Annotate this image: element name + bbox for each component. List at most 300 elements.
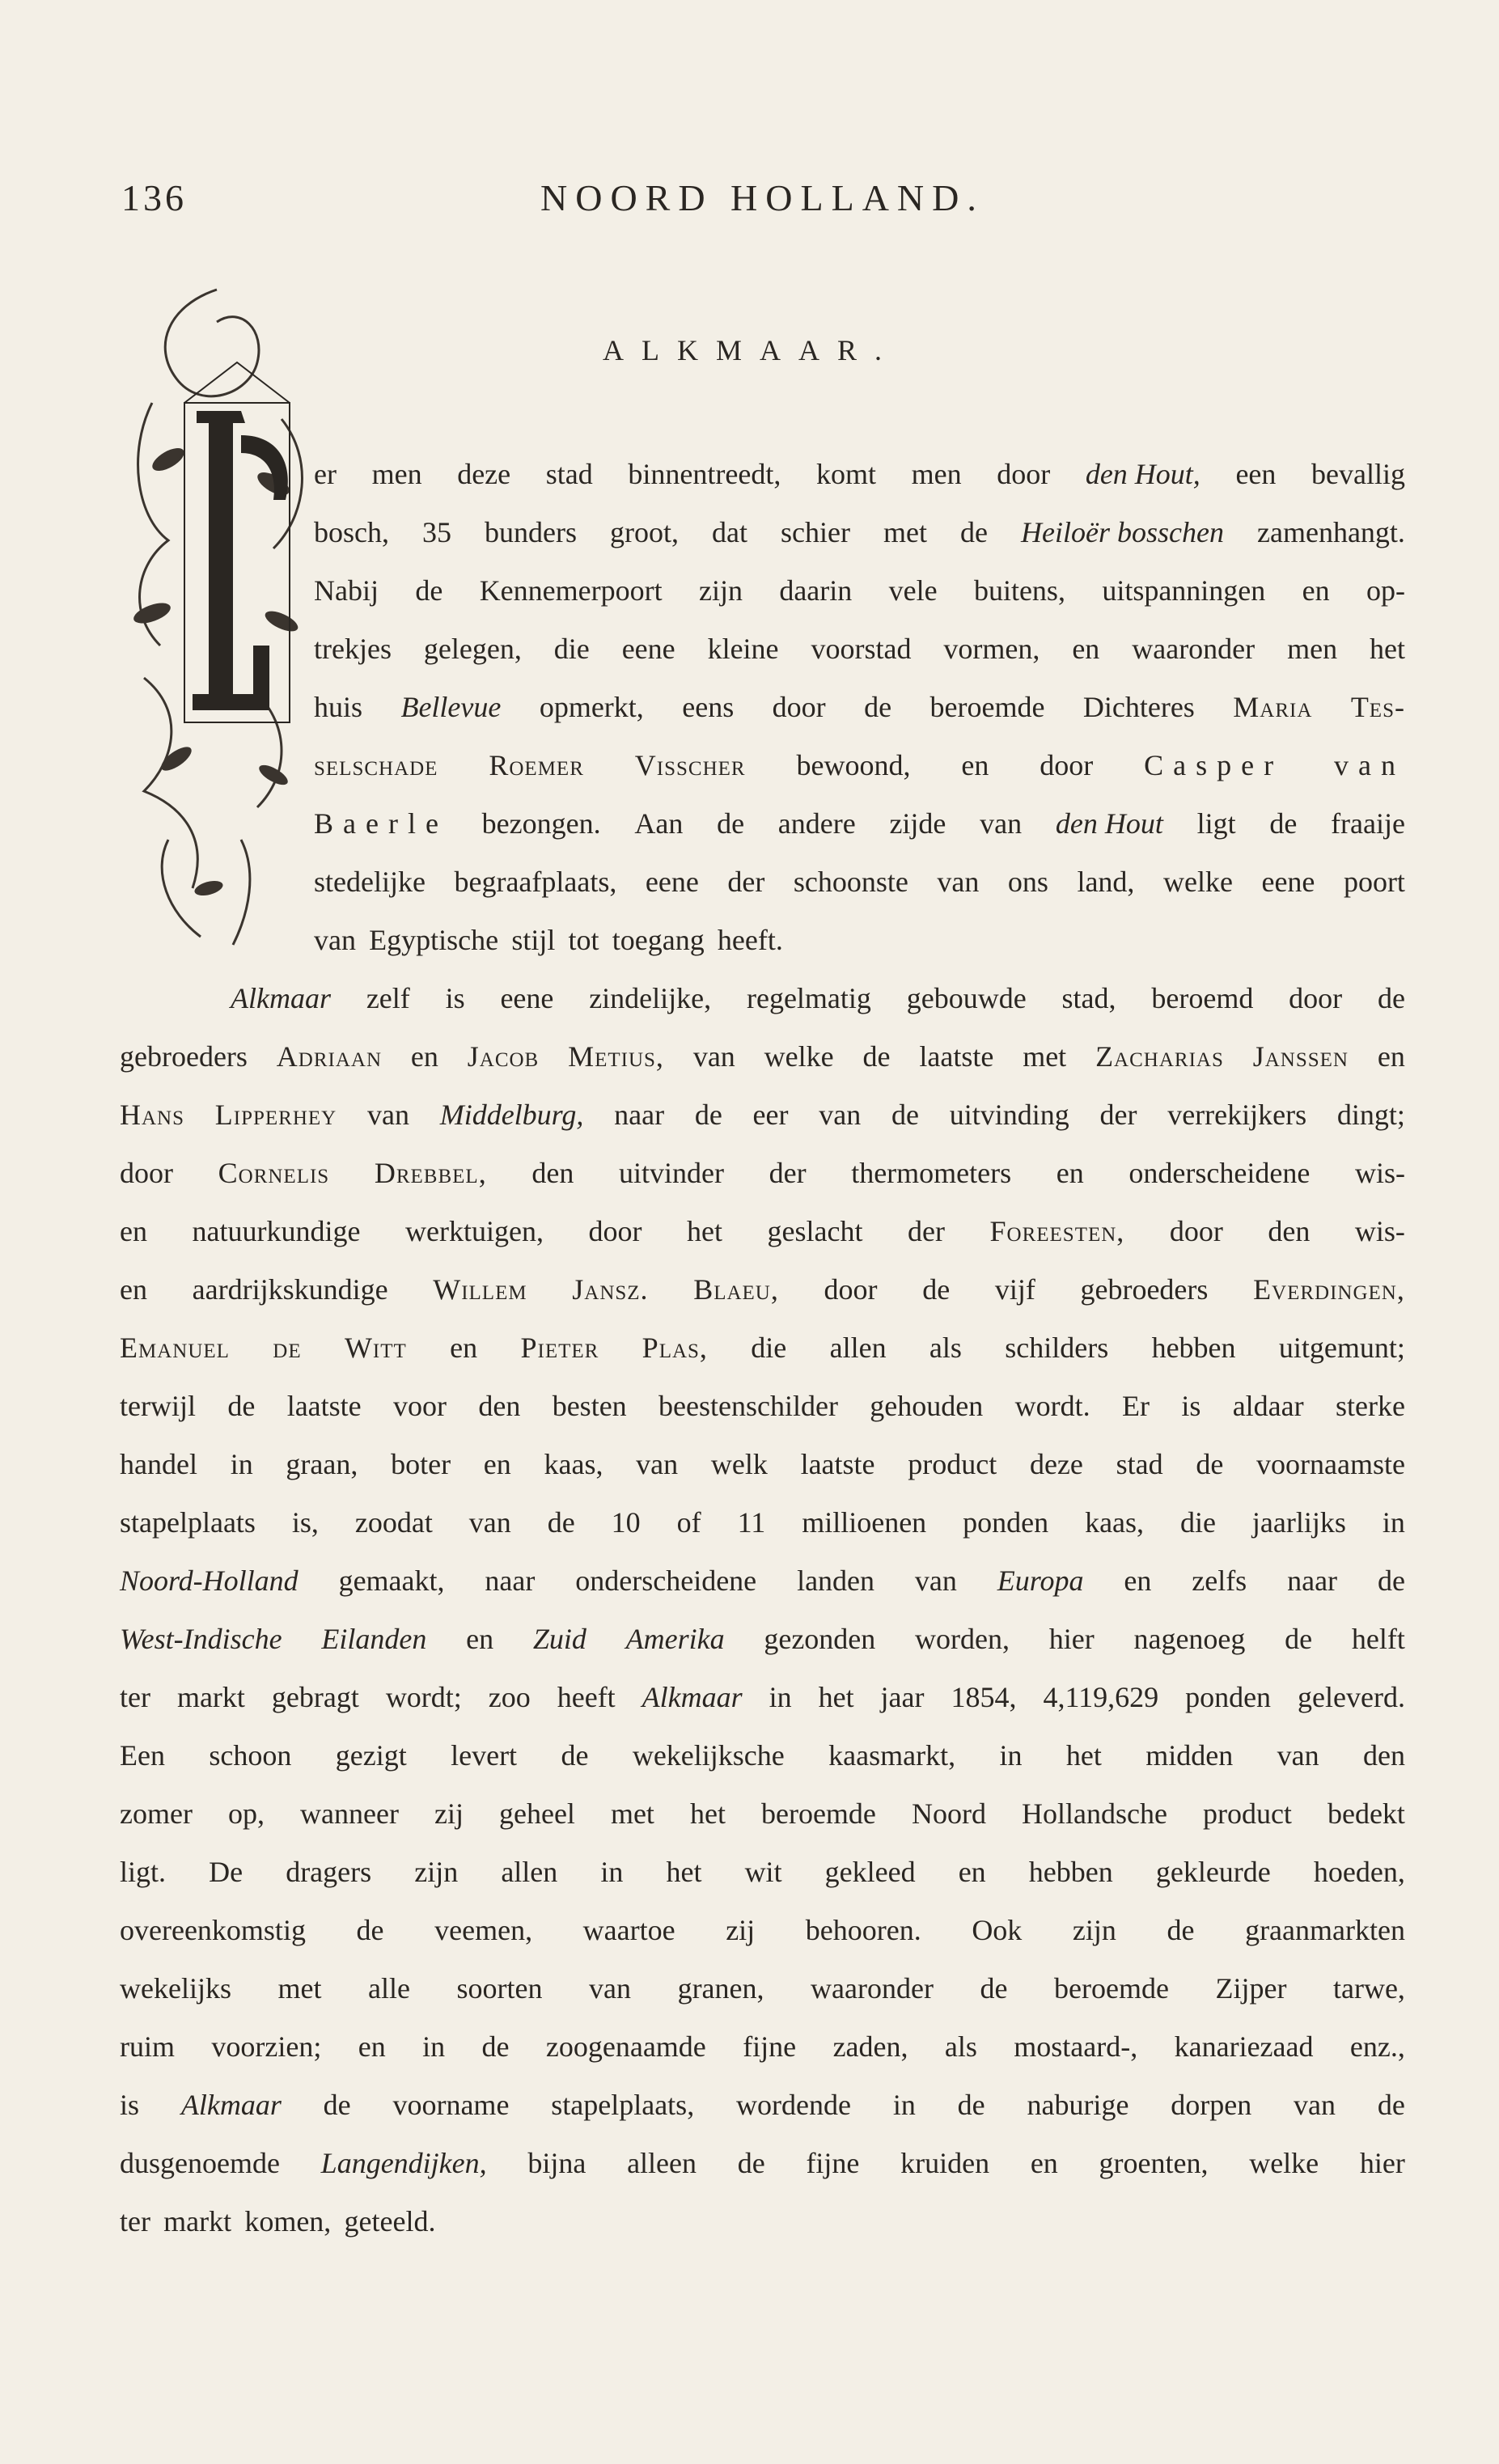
word: den Hout,: [1085, 458, 1200, 490]
word: sterke: [1336, 1390, 1405, 1422]
word: door: [588, 1215, 642, 1247]
word: schilders: [1005, 1331, 1109, 1364]
word: buitens,: [973, 574, 1065, 607]
word: besten: [552, 1390, 627, 1422]
word: de: [1196, 1448, 1224, 1480]
word: vijf: [994, 1273, 1035, 1306]
word: behooren.: [805, 1914, 921, 1946]
text-line: [120, 1561, 1405, 1600]
word: Aan: [634, 807, 684, 840]
word: heeft.: [717, 924, 783, 956]
word: Pieter: [520, 1331, 599, 1364]
word: Dichteres: [1082, 691, 1195, 723]
word: de: [1377, 982, 1405, 1014]
word: eene: [500, 982, 554, 1014]
word: Langendijken,: [320, 2147, 487, 2179]
word: Jansz.: [572, 1273, 649, 1306]
text-line: [120, 1037, 1405, 1076]
text-line: [314, 862, 1405, 901]
word: van: [636, 1448, 679, 1480]
word: opmerkt,: [539, 691, 644, 723]
word: Roemer: [489, 749, 584, 781]
word: komen,: [244, 2205, 332, 2237]
word: de: [717, 807, 745, 840]
word: schoon: [209, 1739, 292, 1772]
word: daarin: [779, 574, 853, 607]
word: in: [892, 2089, 916, 2121]
word: selschade: [314, 749, 438, 781]
word: Kennemerpoort: [479, 574, 663, 607]
word: tot: [568, 924, 599, 956]
word: en: [358, 2030, 386, 2063]
word: allen: [829, 1331, 887, 1364]
word: de: [227, 1390, 256, 1422]
word: veemen,: [434, 1914, 533, 1946]
word: zelfs: [1192, 1564, 1247, 1597]
word: aardrijkskundige: [192, 1273, 388, 1306]
word: gezonden: [764, 1623, 876, 1655]
text-line: [120, 2202, 1405, 2241]
word: den Hout: [1055, 807, 1163, 840]
word: de: [864, 691, 892, 723]
word: zijde: [889, 807, 946, 840]
word: zindelijke,: [589, 982, 712, 1014]
word: gehouden: [870, 1390, 984, 1422]
word: begraafplaats,: [454, 866, 617, 898]
word: geslacht: [767, 1215, 863, 1247]
word: beroemd: [1151, 982, 1254, 1014]
word: in: [600, 1856, 624, 1888]
word: hier: [1048, 1623, 1095, 1655]
word: wordt;: [385, 1681, 462, 1713]
word: zoogenaamde: [545, 2030, 706, 2063]
word: door: [120, 1157, 173, 1189]
word: en: [958, 1856, 986, 1888]
word: Emanuel: [120, 1331, 230, 1364]
word: stapelplaats,: [551, 2089, 695, 2121]
word: en: [1302, 574, 1330, 607]
word: den: [1268, 1215, 1311, 1247]
word: voornaamste: [1256, 1448, 1405, 1480]
word: Middelburg,: [439, 1099, 584, 1131]
word: Foreesten,: [989, 1215, 1125, 1247]
word: stad,: [1061, 982, 1116, 1014]
word: de: [273, 1331, 302, 1364]
word: der: [1099, 1099, 1137, 1131]
word: in: [1382, 1506, 1405, 1539]
word: in: [230, 1448, 253, 1480]
word: het: [689, 1797, 726, 1830]
word: is: [120, 2089, 140, 2121]
text-line: [120, 1387, 1405, 1425]
word: stedelijke: [314, 866, 426, 898]
word: enz.,: [1349, 2030, 1405, 2063]
word: het: [818, 1681, 854, 1713]
word: Plas,: [642, 1331, 708, 1364]
word: wordt.: [1014, 1390, 1090, 1422]
word: beroemde: [760, 1797, 876, 1830]
word: die: [1179, 1506, 1216, 1539]
text-line: [120, 1212, 1405, 1251]
word: men: [371, 458, 422, 490]
word: wis-: [1354, 1157, 1405, 1189]
word: en: [961, 749, 989, 781]
word: 35: [422, 516, 452, 548]
text-line: [120, 2144, 1405, 2182]
text-line: [120, 1736, 1405, 1775]
word: en: [1072, 633, 1100, 665]
word: regelmatig: [746, 982, 871, 1014]
word: bevallig: [1311, 458, 1405, 490]
text-line: [120, 1619, 1405, 1658]
word: door: [1169, 1215, 1223, 1247]
word: jaar: [880, 1681, 925, 1713]
word: andere: [777, 807, 856, 840]
word: boter: [391, 1448, 451, 1480]
page-number: 136: [121, 177, 187, 218]
word: zomer: [120, 1797, 193, 1830]
text-line: [120, 2027, 1405, 2066]
word: geheel: [498, 1797, 575, 1830]
word: Europa: [997, 1564, 1084, 1597]
word: allen: [501, 1856, 558, 1888]
word: granen,: [677, 1972, 764, 2005]
text-line: [120, 1911, 1405, 1950]
word: Everdingen,: [1253, 1273, 1405, 1306]
word: naar: [614, 1099, 665, 1131]
word: stijl: [511, 924, 556, 956]
word: Janssen: [1252, 1040, 1349, 1073]
word: met: [277, 1972, 322, 2005]
word: heeft: [557, 1681, 616, 1713]
word: 1854,: [951, 1681, 1017, 1713]
word: hebben: [1151, 1331, 1236, 1364]
word: der: [727, 866, 765, 898]
word: welke: [764, 1040, 834, 1073]
word: Alkmaar: [180, 2089, 282, 2121]
word: laatste: [286, 1390, 362, 1422]
word: is: [445, 982, 465, 1014]
word: gezigt: [335, 1739, 407, 1772]
word: 11: [737, 1506, 766, 1539]
word: Eilanden: [321, 1623, 427, 1655]
word: voorzien;: [211, 2030, 322, 2063]
word: en: [1056, 1157, 1084, 1189]
word: welke: [1162, 866, 1233, 898]
word: wekelijks: [120, 1972, 231, 2005]
word: door: [997, 458, 1051, 490]
word: ons: [1007, 866, 1048, 898]
word: Noord-Holland: [120, 1564, 299, 1597]
word: de: [547, 1506, 575, 1539]
word: hoeden,: [1313, 1856, 1405, 1888]
word: Willem: [433, 1273, 527, 1306]
word: kruiden: [900, 2147, 990, 2179]
word: markt: [163, 2205, 232, 2237]
word: is: [1181, 1390, 1201, 1422]
word: ligt: [1196, 807, 1236, 840]
word: de: [415, 574, 443, 607]
word: graanmarkten: [1245, 1914, 1405, 1946]
text-line: [120, 1969, 1405, 2008]
word: den: [1363, 1739, 1405, 1772]
word: fijne: [743, 2030, 797, 2063]
word: beroemde: [1054, 1972, 1169, 2005]
word: Heiloër bosschen: [1021, 516, 1224, 548]
word: welke: [1249, 2147, 1319, 2179]
word: den: [478, 1390, 521, 1422]
word: ponden: [963, 1506, 1049, 1539]
word: gebroeders: [120, 1040, 248, 1073]
word: bosch,: [314, 516, 389, 548]
word: Egyptische: [369, 924, 499, 956]
word: zijn: [1072, 1914, 1116, 1946]
word: zoo: [488, 1681, 531, 1713]
word: product: [1202, 1797, 1292, 1830]
word: eene: [1261, 866, 1315, 898]
word: Cornelis: [218, 1157, 330, 1189]
word: Hans: [120, 1099, 185, 1131]
text-line: [120, 1154, 1405, 1192]
word: ruim: [120, 2030, 175, 2063]
word: het: [666, 1856, 702, 1888]
word: Amerika: [625, 1623, 725, 1655]
word: uitspanningen: [1102, 574, 1266, 607]
word: fijne: [806, 2147, 860, 2179]
word: naar: [1287, 1564, 1338, 1597]
word: stad: [545, 458, 593, 490]
word: en: [410, 1040, 438, 1073]
word: markt: [176, 1681, 245, 1713]
word: kleine: [707, 633, 779, 665]
word: 4,119,629: [1043, 1681, 1159, 1713]
word: van: [937, 866, 980, 898]
word: is,: [291, 1506, 319, 1539]
word: naburige: [1027, 2089, 1129, 2121]
section-title: ALKMAAR.: [603, 334, 900, 366]
word: de: [561, 1739, 589, 1772]
word: der: [769, 1157, 807, 1189]
word: aldaar: [1232, 1390, 1304, 1422]
word: voorname: [392, 2089, 510, 2121]
word: mostaard-,: [1014, 2030, 1138, 2063]
word: op-: [1366, 574, 1405, 607]
word: door: [1040, 749, 1094, 781]
word: vele: [888, 574, 938, 607]
word: van: [314, 924, 356, 956]
word: bedekt: [1327, 1797, 1405, 1830]
word: gebroeders: [1080, 1273, 1209, 1306]
word: van: [589, 1972, 632, 2005]
word: laatste: [919, 1040, 994, 1073]
word: de: [1377, 1564, 1405, 1597]
text-line: [120, 1095, 1405, 1134]
word: van: [914, 1564, 957, 1597]
word: binnentreedt,: [628, 458, 781, 490]
word: zij: [726, 1914, 756, 1946]
word: wit: [744, 1856, 782, 1888]
word: der: [908, 1215, 945, 1247]
word: product: [908, 1448, 997, 1480]
word: zij: [434, 1797, 464, 1830]
text-line: [314, 688, 1405, 726]
word: gemaakt,: [338, 1564, 445, 1597]
word: dusgenoemde: [120, 2147, 280, 2179]
word: het: [1065, 1739, 1102, 1772]
word: wis-: [1354, 1215, 1405, 1247]
word: in: [422, 2030, 446, 2063]
word: Maria: [1233, 691, 1313, 723]
word: van: [692, 1040, 735, 1073]
word: deze: [457, 458, 511, 490]
word: Noord: [911, 1797, 986, 1830]
word: schier: [781, 516, 851, 548]
word: de: [1269, 807, 1298, 840]
word: en: [120, 1273, 147, 1306]
word: met: [1023, 1040, 1067, 1073]
word: alle: [368, 1972, 410, 2005]
word: gebouwde: [906, 982, 1027, 1014]
text-line: [314, 455, 1405, 493]
word: uitvinder: [618, 1157, 724, 1189]
running-title: NOORD HOLLAND.: [540, 177, 985, 218]
word: waaronder: [1132, 633, 1256, 665]
word: uitvinding: [949, 1099, 1069, 1131]
word: de: [323, 2089, 351, 2121]
word: hier: [1359, 2147, 1405, 2179]
word: bezongen.: [481, 807, 601, 840]
word: eer: [752, 1099, 789, 1131]
word: onderscheidene: [575, 1564, 757, 1597]
word: die: [751, 1331, 787, 1364]
word: Er: [1121, 1390, 1150, 1422]
word: Visscher: [634, 749, 746, 781]
word: men: [1287, 633, 1338, 665]
word: dorpen: [1171, 2089, 1252, 2121]
word: van: [468, 1506, 511, 1539]
word: thermometers: [851, 1157, 1012, 1189]
word: kaas,: [1085, 1506, 1145, 1539]
text-line: [120, 1445, 1405, 1484]
word: zijn: [414, 1856, 459, 1888]
word: een: [1235, 458, 1277, 490]
word: en: [450, 1331, 478, 1364]
word: soorten: [456, 1972, 543, 2005]
text-line: [314, 746, 1405, 785]
word: land,: [1077, 866, 1135, 898]
word: De: [209, 1856, 243, 1888]
word: overeenkomstig: [120, 1914, 306, 1946]
word: Hollandsche: [1021, 1797, 1167, 1830]
word: zijn: [698, 574, 743, 607]
text-line: [120, 1503, 1405, 1542]
word: door: [1289, 982, 1343, 1014]
word: kanariezaad: [1174, 2030, 1314, 2063]
word: Nabij: [314, 574, 379, 607]
word: Alkmaar: [231, 982, 331, 1014]
word: als: [929, 1331, 962, 1364]
word: eens: [682, 691, 735, 723]
word: Jacob: [467, 1040, 540, 1073]
word: van: [1277, 1739, 1319, 1772]
word: die: [553, 633, 590, 665]
word: van: [1333, 749, 1405, 781]
word: in: [769, 1681, 792, 1713]
word: het: [687, 1215, 722, 1247]
word: in: [999, 1739, 1023, 1772]
word: met: [883, 516, 928, 548]
word: millioenen: [802, 1506, 927, 1539]
word: bunders: [485, 516, 578, 548]
word: ter: [120, 1681, 150, 1713]
word: helft: [1351, 1623, 1405, 1655]
word: en: [1377, 1040, 1405, 1073]
word: worden,: [915, 1623, 1010, 1655]
word: van: [819, 1099, 862, 1131]
word: wekelijksche: [632, 1739, 785, 1772]
text-line: [314, 629, 1405, 668]
word: stapelplaats: [120, 1506, 256, 1539]
word: eene: [645, 866, 699, 898]
word: West-Indische: [120, 1623, 282, 1655]
word: beestenschilder: [658, 1390, 838, 1422]
word: zelf: [366, 982, 410, 1014]
text-line: [231, 979, 1405, 1018]
word: en: [1030, 2147, 1058, 2179]
text-line: [120, 1794, 1405, 1833]
word: de: [1285, 1623, 1313, 1655]
word: bijna: [527, 2147, 586, 2179]
word: kaas,: [544, 1448, 603, 1480]
word: groot,: [610, 516, 680, 548]
word: voor: [393, 1390, 447, 1422]
word: Zacharias: [1095, 1040, 1224, 1073]
text-line: [314, 804, 1405, 843]
word: alleen: [627, 2147, 697, 2179]
word: de: [922, 1273, 951, 1306]
word: het: [1370, 633, 1405, 665]
word: terwijl: [120, 1390, 196, 1422]
word: Metius,: [568, 1040, 664, 1073]
word: tarwe,: [1332, 1972, 1405, 2005]
word: trekjes: [314, 633, 392, 665]
word: groenten,: [1099, 2147, 1209, 2179]
word: Casper: [1144, 749, 1284, 781]
word: jaarlijks: [1251, 1506, 1346, 1539]
word: de: [481, 2030, 510, 2063]
word: door: [824, 1273, 878, 1306]
word: gebragt: [271, 1681, 359, 1713]
word: welk: [710, 1448, 768, 1480]
word: poort: [1343, 866, 1405, 898]
word: de: [356, 1914, 384, 1946]
word: levert: [451, 1739, 518, 1772]
word: huis: [314, 691, 363, 723]
word: ligt.: [120, 1856, 167, 1888]
word: de: [694, 1099, 722, 1131]
word: dat: [712, 516, 748, 548]
word: deze: [1029, 1448, 1083, 1480]
word: de: [891, 1099, 919, 1131]
word: of: [676, 1506, 701, 1539]
word: uitgemunt;: [1278, 1331, 1405, 1364]
text-line: [120, 1270, 1405, 1309]
word: Witt: [344, 1331, 407, 1364]
text-line: [314, 513, 1405, 552]
word: door: [772, 691, 826, 723]
word: Blaeu,: [693, 1273, 779, 1306]
word: en: [120, 1215, 147, 1247]
